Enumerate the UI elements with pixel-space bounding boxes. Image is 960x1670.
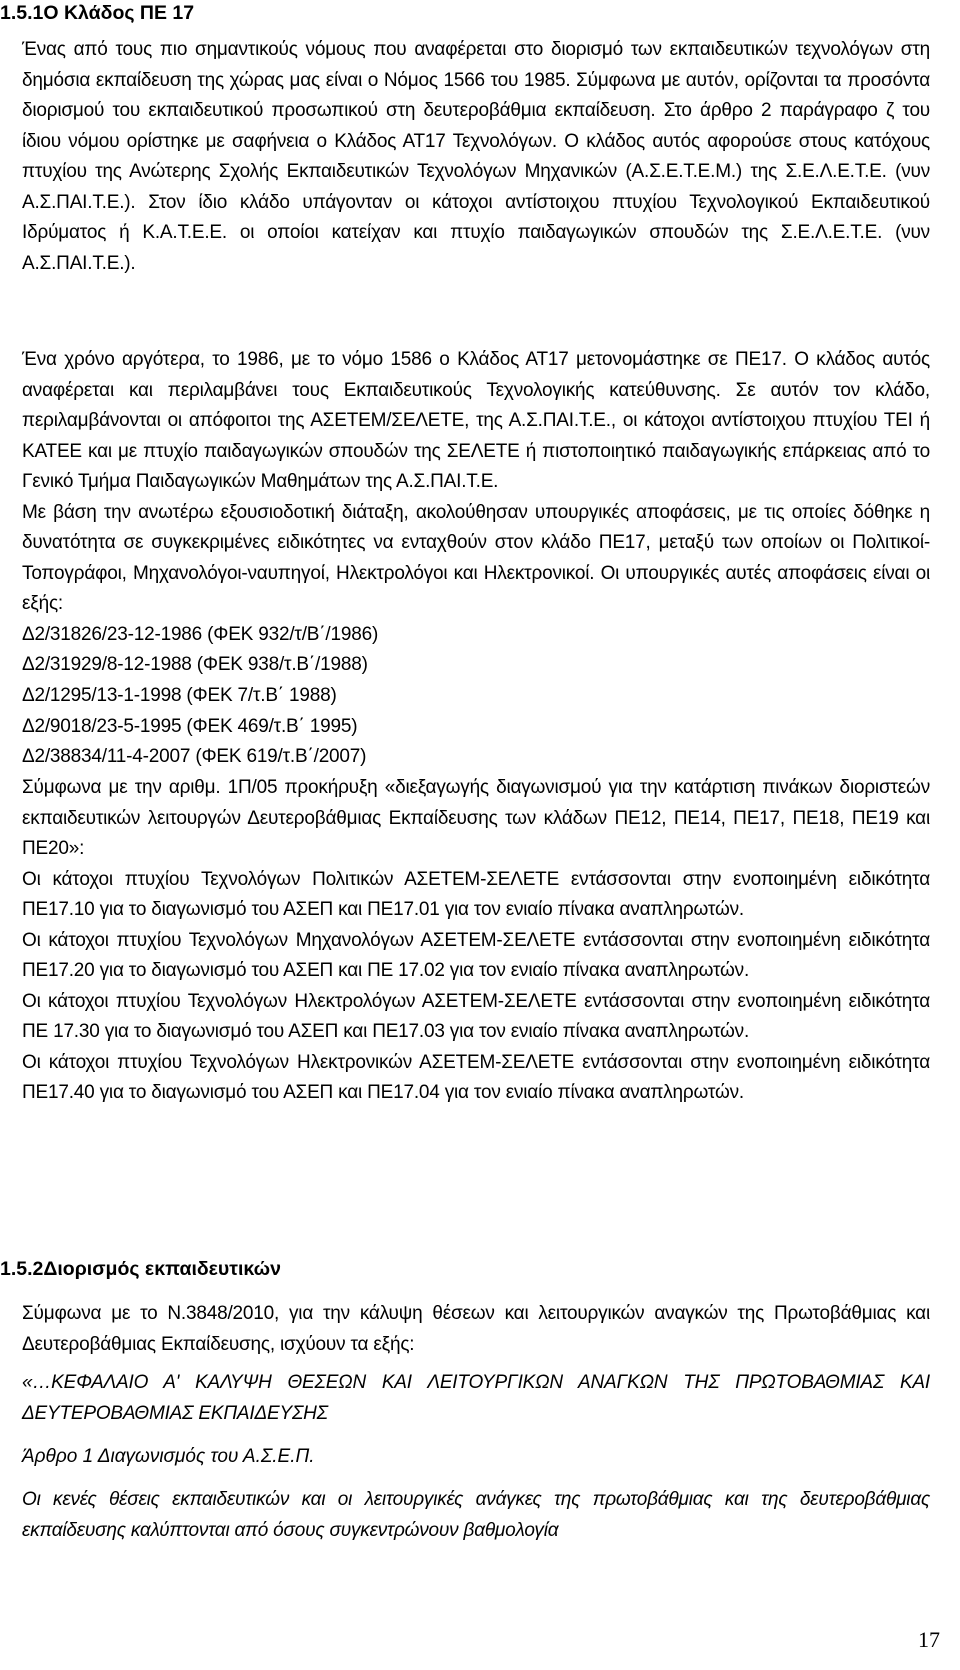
section-body-pe17-2: [22, 345, 930, 1109]
section-heading-appointment: 1.5.2Διορισμός εκπαιδευτικών: [0, 1258, 281, 1280]
paragraph: Σύμφωνα με το Ν.3848/2010, για την κάλυψη θέσεων και λειτουργικών αναγκών της Πρωτοβάθμιας και Δευτεροβάθμιας Εκπαίδευσης, ισχύουν τα εξής:: [22, 1303, 930, 1355]
paragraph: Με βάση την ανωτέρω εξουσιοδοτική διάταξη, ακολούθησαν υπουργικές αποφάσεις, με τις οποίες δόθηκε η δυνατότητα σε συγκεκριμένες ειδικότητες να ενταχθούν στον κλάδο ΠΕ17, μεταξύ των οποίων οι Πολιτικοί-Τοπογράφοι, Μηχανολόγοι-ναυπηγοί, Ηλεκτρολόγοι και Ηλεκτρονικοί. Οι υπουργικές αυτές αποφάσεις είναι οι εξής:: [22, 501, 930, 614]
list-item: Δ2/31826/23-12-1986 (ΦΕΚ 932/τ/Β΄/1986): [22, 623, 379, 645]
article-heading: Άρθρο 1 Διαγωνισμός του Α.Σ.Ε.Π.: [22, 1446, 315, 1467]
list-item: Δ2/1295/13-1-1998 (ΦΕΚ 7/τ.Β΄ 1988): [22, 684, 337, 706]
article-title: [22, 1442, 930, 1473]
paragraph: Οι κάτοχοι πτυχίου Τεχνολόγων Ηλεκτρονικών ΑΣΕΤΕΜ-ΣΕΛΕΤΕ εντάσσονται στην ενοποιημένη ειδικότητα ΠΕ17.40 για το διαγωνισμό του ΑΣΕΠ και ΠΕ17.04 για τον ενιαίο πίνακα αναπληρωτών.: [22, 1051, 930, 1104]
list-item: Δ2/38834/11-4-2007 (ΦΕΚ 619/τ.Β΄/2007): [22, 746, 367, 768]
list-item: Δ2/31929/8-12-1988 (ΦΕΚ 938/τ.Β΄/1988): [22, 654, 368, 676]
paragraph: Ένα χρόνο αργότερα, το 1986, με το νόμο 1586 ο Κλάδος ΑΤ17 μετονομάστηκε σε ΠΕ17. Ο κλάδος αυτός αναφέρεται και περιλαμβάνει τους Εκπαιδευτικούς Τεχνολογικής κατεύθυνσης. Σε αυτόν τον κλάδο, περιλαμβάνονται οι απόφοιτοι της ΑΣΕΤΕΜ/ΣΕΛΕΤΕ, της Α.Σ.ΠΑΙ.Τ.Ε., οι κάτοχοι αντίστοιχου πτυχίου ΤΕΙ ή ΚΑΤΕΕ και με πτυχίο παιδαγωγικών σπουδών της ΣΕΛΕΤΕ ή πιστοποιητικό παιδαγωγικής επάρκειας από το Γενικό Τμήμα Παιδαγωγικών Μαθημάτων της Α.Σ.ΠΑΙ.Τ.Ε.: [22, 349, 930, 492]
list-item: Δ2/9018/23-5-1995 (ΦΕΚ 469/τ.Β΄ 1995): [22, 715, 358, 737]
quote-title: [22, 1368, 930, 1429]
paragraph: Οι κάτοχοι πτυχίου Τεχνολόγων Πολιτικών ΑΣΕΤΕΜ-ΣΕΛΕΤΕ εντάσσονται στην ενοποιημένη ειδικότητα ΠΕ17.10 για το διαγωνισμό του ΑΣΕΠ και ΠΕ17.01 για τον ενιαίο πίνακα αναπληρωτών.: [22, 868, 930, 921]
page-number: 17: [918, 1627, 940, 1652]
paragraph: Σύμφωνα με την αριθμ. 1Π/05 προκήρυξη «διεξαγωγής διαγωνισμού για την κατάρτιση πινάκων διοριστεών εκπαιδευτικών λειτουργών Δευτεροβάθμιας Εκπαίδευσης των κλάδων ΠΕ12, ΠΕ14, ΠΕ17, ΠΕ18, ΠΕ19 και ΠΕ20»:: [22, 777, 930, 860]
paragraph: Οι κάτοχοι πτυχίου Τεχνολόγων Ηλεκτρολόγων ΑΣΕΤΕΜ-ΣΕΛΕΤΕ εντάσσονται στην ενοποιημένη ειδικότητα ΠΕ 17.30 για το διαγωνισμό του ΑΣΕΠ και ΠΕ17.03 για τον ενιαίο πίνακα αναπληρωτών.: [22, 990, 930, 1043]
quote-heading: «…ΚΕΦΑΛΑΙΟ Α' ΚΑΛΥΨΗ ΘΕΣΕΩΝ ΚΑΙ ΛΕΙΤΟΥΡΓΙΚΩΝ ΑΝΑΓΚΩΝ ΤΗΣ ΠΡΩΤΟΒΑΘΜΙΑΣ ΚΑΙ ΔΕΥΤΕΡΟΒΑΘΜΙΑΣ ΕΚΠΑΙΔΕΥΣΗΣ: [22, 1372, 930, 1424]
paragraph: Οι κενές θέσεις εκπαιδευτικών και οι λειτουργικές ανάγκες της πρωτοβάθμιας και της δευτεροβάθμιας εκπαίδευσης καλύπτονται από όσους συγκεντρώνουν βαθμολογία: [22, 1489, 930, 1541]
section-body-pe17: [22, 35, 930, 279]
section-body-appointment: [22, 1299, 930, 1360]
decision-list: [22, 620, 930, 774]
quote-body: [22, 1485, 930, 1546]
paragraph: Οι κάτοχοι πτυχίου Τεχνολόγων Μηχανολόγων ΑΣΕΤΕΜ-ΣΕΛΕΤΕ εντάσσονται στην ενοποιημένη ειδικότητα ΠΕ17.20 για το διαγωνισμό του ΑΣΕΠ και ΠΕ 17.02 για τον ενιαίο πίνακα αναπληρωτών.: [22, 929, 930, 982]
paragraph: Ένας από τους πιο σημαντικούς νόμους που αναφέρεται στο διορισμό των εκπαιδευτικών τεχνολόγων στη δημόσια εκπαίδευση της χώρας μας είναι ο Νόμος 1566 του 1985. Σύμφωνα με αυτόν, ορίζονται τα προσόντα διορισμού του εκπαιδευτικού προσωπικού στη δευτεροβάθμια εκπαίδευση. Στο άρθρο 2 παράγραφο ζ του ίδιου νόμου ορίστηκε με σαφήνεια ο Κλάδος ΑΤ17 Τεχνολόγων. Ο κλάδος αυτός αφορούσε στους κατόχους πτυχίου της Ανώτερης Σχολής Εκπαιδευτικών Τεχνολόγων Μηχανικών (Α.Σ.Ε.Τ.Ε.Μ.) της Σ.Ε.Λ.Ε.Τ.Ε. (νυν Α.Σ.ΠΑΙ.Τ.Ε.). Στον ίδιο κλάδο υπάγονταν οι κάτοχοι αντίστοιχου πτυχίου Τεχνολογικού Εκπαιδευτικού Ιδρύματος ή Κ.Α.Τ.Ε.Ε. οι οποίοι κατείχαν και πτυχίο παιδαγωγικών σπουδών της Σ.Ε.Λ.Ε.Τ.Ε. (νυν Α.Σ.ΠΑΙ.Τ.Ε.).: [22, 39, 930, 274]
section-heading-pe17: 1.5.1Ο Κλάδος ΠΕ 17: [0, 2, 195, 24]
